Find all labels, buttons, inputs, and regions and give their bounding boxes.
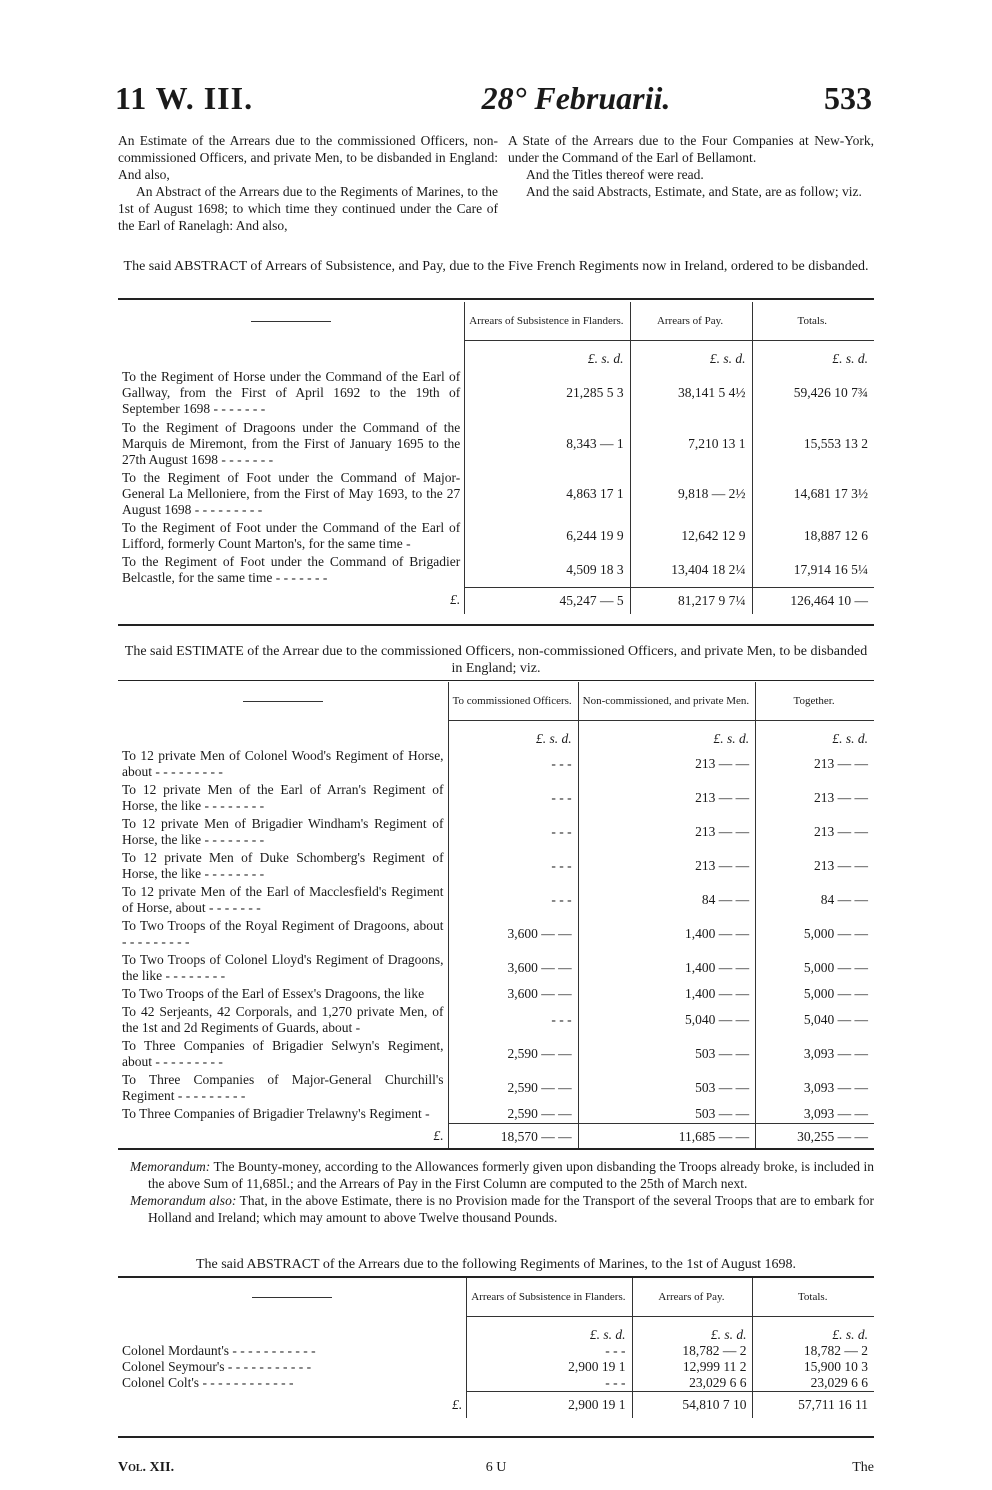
cell-value: 15,553 13 2 xyxy=(752,419,874,469)
row-description: To the Regiment of Foot under the Command of the Earl of Lifford, formerly Count Marton's, for the same time - xyxy=(122,520,461,551)
cell-value: 213 — — xyxy=(578,781,756,815)
units-row xyxy=(118,721,874,748)
cell-value: 1,400 — — xyxy=(578,985,756,1003)
table-row xyxy=(118,1359,874,1375)
cell-value: 18,782 — 2 xyxy=(632,1343,753,1359)
total-value: 81,217 9 7¼ xyxy=(630,587,752,614)
table3-heading: The said ABSTRACT of the Arrears due to the following Regiments of Marines, to the 1st of August 1698. xyxy=(195,1257,797,1272)
units-label: £. s. d. xyxy=(756,721,874,748)
cell-value: 84 — — xyxy=(756,883,874,917)
cell-value: 21,285 5 3 xyxy=(465,367,630,419)
table-row xyxy=(118,419,874,469)
units-label: £. s. d. xyxy=(448,721,578,748)
total-value: 30,255 — — xyxy=(756,1123,874,1150)
cell-value: 5,000 — — xyxy=(756,951,874,985)
column-header: Arrears of Subsistence in Flanders. xyxy=(465,302,630,341)
total-value: 11,685 — — xyxy=(578,1123,756,1150)
stub-rule xyxy=(252,1297,332,1298)
table1 xyxy=(118,302,874,614)
units-row xyxy=(118,1317,874,1344)
units-label: £. s. d. xyxy=(465,341,630,368)
total-label: £. xyxy=(433,1128,444,1144)
cell-value: 14,681 17 3½ xyxy=(752,469,874,519)
memorandum-label: Memorandum also: xyxy=(130,1193,237,1208)
table1-heading: The said ABSTRACT of Arrears of Subsistence, and Pay, due to the Five French Regiments now in Ireland, ordered to be disbanded. xyxy=(123,259,869,274)
cell-value: - - - xyxy=(448,815,578,849)
table-row xyxy=(118,1037,874,1071)
cell-value: - - - xyxy=(448,747,578,781)
cell-value: 5,040 — — xyxy=(756,1003,874,1037)
row-description: To 12 private Men of the Earl of Macclesfield's Regiment of Horse, about - - - - - - - xyxy=(122,884,444,915)
cell-value: 2,590 — — xyxy=(448,1071,578,1105)
page-header xyxy=(115,80,872,130)
table-row xyxy=(118,553,874,587)
row-description: To 12 private Men of the Earl of Arran's Regiment of Horse, the like - - - - - - - - xyxy=(122,782,444,813)
memorandum-text: That, in the above Estimate, there is no Provision made for the Transport of the several Troops that are to embark for Holland and Ireland; which may amount to above Twelve thousand Pounds. xyxy=(148,1193,874,1225)
table-row xyxy=(118,469,874,519)
cell-value: 2,590 — — xyxy=(448,1105,578,1123)
table-row xyxy=(118,917,874,951)
row-description: To Two Troops of Colonel Lloyd's Regiment of Dragoons, the like - - - - - - - - xyxy=(122,952,444,983)
table-row xyxy=(118,951,874,985)
catchword: The xyxy=(852,1460,874,1475)
stub-rule xyxy=(243,701,323,702)
cell-value: 3,600 — — xyxy=(448,951,578,985)
intro-paragraph: A State of the Arrears due to the Four Companies at New-York, under the Command of the Earl of Bellamont. xyxy=(508,133,874,165)
total-value: 45,247 — 5 xyxy=(465,587,630,614)
table-row xyxy=(118,883,874,917)
cell-value: 3,093 — — xyxy=(756,1105,874,1123)
cell-value: 12,999 11 2 xyxy=(632,1359,753,1375)
cell-value: 213 — — xyxy=(756,781,874,815)
cell-value: 213 — — xyxy=(756,849,874,883)
cell-value: - - - xyxy=(448,781,578,815)
cell-value: 12,642 12 9 xyxy=(630,519,752,553)
cell-value: 8,343 — 1 xyxy=(465,419,630,469)
divider xyxy=(118,298,874,300)
row-description: To Three Companies of Major-General Churchill's Regiment - - - - - - - - - xyxy=(122,1072,444,1103)
row-description: To Two Troops of the Royal Regiment of Dragoons, about - - - - - - - - - xyxy=(122,918,444,949)
row-description: To 42 Serjeants, 42 Corporals, and 1,270 private Men, of the 1st and 2d Regiments of Guards, about - xyxy=(122,1004,444,1035)
cell-value: 213 — — xyxy=(578,815,756,849)
total-row xyxy=(118,587,874,614)
intro-paragraph: And the Titles thereof were read. xyxy=(526,167,704,182)
cell-value: 503 — — xyxy=(578,1071,756,1105)
signature-mark: 6 U xyxy=(485,1460,507,1475)
table-header-row xyxy=(118,1278,874,1317)
cell-value: 213 — — xyxy=(578,849,756,883)
table-row xyxy=(118,519,874,553)
units-row xyxy=(118,341,874,368)
cell-value: 23,029 6 6 xyxy=(753,1375,874,1392)
cell-value: - - - xyxy=(467,1343,632,1359)
divider xyxy=(118,624,874,626)
total-value: 18,570 — — xyxy=(448,1123,578,1150)
cell-value: 3,093 — — xyxy=(756,1071,874,1105)
row-description: Colonel Colt's - - - - - - - - - - - - xyxy=(122,1375,294,1391)
column-header: Non-commissioned, and private Men. xyxy=(578,682,756,721)
units-label: £. s. d. xyxy=(467,1317,632,1344)
units-label: £. s. d. xyxy=(632,1317,753,1344)
total-value: 57,711 16 11 xyxy=(753,1392,874,1419)
cell-value: 17,914 16 5¼ xyxy=(752,553,874,587)
cell-value: - - - xyxy=(448,849,578,883)
row-description: To 12 private Men of Brigadier Windham's Regiment of Horse, the like - - - - - - - - xyxy=(122,816,444,847)
memorandum-label: Memorandum: xyxy=(130,1159,211,1174)
cell-value: 503 — — xyxy=(578,1037,756,1071)
column-header: Together. xyxy=(756,682,874,721)
table-row xyxy=(118,781,874,815)
units-label: £. s. d. xyxy=(752,341,874,368)
row-description: To Three Companies of Brigadier Trelawny's Regiment - xyxy=(122,1106,430,1121)
row-description: To the Regiment of Foot under the Command of Brigadier Belcastle, for the same time - - - - - - - xyxy=(122,554,461,585)
row-description: To the Regiment of Dragoons under the Command of the Marquis de Miremont, from the First of January 1695 to the 27th August 1698 - - - - - - - xyxy=(122,420,461,467)
table3 xyxy=(118,1278,874,1418)
table-row xyxy=(118,815,874,849)
cell-value: 2,590 — — xyxy=(448,1037,578,1071)
cell-value: - - - xyxy=(467,1375,632,1392)
total-value: 54,810 7 10 xyxy=(632,1392,753,1419)
row-description: To Two Troops of the Earl of Essex's Dragoons, the like xyxy=(122,986,425,1001)
total-value: 126,464 10 — xyxy=(752,587,874,614)
date-heading: 28° Februarii. xyxy=(481,80,671,116)
cell-value: 3,093 — — xyxy=(756,1037,874,1071)
table2-heading: The said ESTIMATE of the Arrear due to the commissioned Officers, non-commissioned Officers, and private Men, to be disbanded in England; viz. xyxy=(124,644,868,676)
units-label: £. s. d. xyxy=(630,341,752,368)
table-row xyxy=(118,367,874,419)
divider xyxy=(118,1436,874,1438)
cell-value: 1,400 — — xyxy=(578,917,756,951)
cell-value: 59,426 10 7¾ xyxy=(752,367,874,419)
table-row xyxy=(118,1375,874,1392)
cell-value: - - - xyxy=(448,1003,578,1037)
total-row xyxy=(118,1123,874,1150)
volume-label: Vol. XII. xyxy=(118,1460,175,1475)
table-row xyxy=(118,849,874,883)
table-row xyxy=(118,985,874,1003)
table-row xyxy=(118,747,874,781)
cell-value: 13,404 18 2¼ xyxy=(630,553,752,587)
memorandum xyxy=(130,1158,874,1192)
cell-value: 4,509 18 3 xyxy=(465,553,630,587)
cell-value: 213 — — xyxy=(578,747,756,781)
cell-value: 5,000 — — xyxy=(756,985,874,1003)
cell-value: 38,141 5 4½ xyxy=(630,367,752,419)
cell-value: 213 — — xyxy=(756,815,874,849)
table-header-row xyxy=(118,682,874,721)
cell-value: 2,900 19 1 xyxy=(467,1359,632,1375)
column-header: Arrears of Pay. xyxy=(632,1278,753,1317)
divider xyxy=(118,1148,874,1150)
units-label: £. s. d. xyxy=(753,1317,874,1344)
divider xyxy=(118,680,874,681)
row-description: To 12 private Men of Colonel Wood's Regiment of Horse, about - - - - - - - - - xyxy=(122,748,444,779)
memorandum xyxy=(130,1192,874,1226)
cell-value: 5,000 — — xyxy=(756,917,874,951)
intro-paragraph: And the said Abstracts, Estimate, and State, are as follow; viz. xyxy=(526,184,862,199)
cell-value: 23,029 6 6 xyxy=(632,1375,753,1392)
total-row xyxy=(118,1392,874,1419)
page-footer xyxy=(118,1460,874,1480)
units-label: £. s. d. xyxy=(578,721,756,748)
cell-value: 3,600 — — xyxy=(448,917,578,951)
row-description: Colonel Mordaunt's - - - - - - - - - - - xyxy=(122,1343,316,1358)
page-number: 533 xyxy=(824,80,872,116)
cell-value: - - - xyxy=(448,883,578,917)
column-header: To commissioned Officers. xyxy=(448,682,578,721)
cell-value: 7,210 13 1 xyxy=(630,419,752,469)
cell-value: 5,040 — — xyxy=(578,1003,756,1037)
column-header: Arrears of Pay. xyxy=(630,302,752,341)
table-row xyxy=(118,1003,874,1037)
cell-value: 9,818 — 2½ xyxy=(630,469,752,519)
memoranda xyxy=(130,1158,874,1226)
intro-left-column xyxy=(118,132,498,234)
intro-paragraph: An Estimate of the Arrears due to the commissioned Officers, non-commissioned Officers, and private Men, to be disbanded in England: And also, xyxy=(118,133,498,182)
column-header: Arrears of Subsistence in Flanders. xyxy=(467,1278,632,1317)
cell-value: 503 — — xyxy=(578,1105,756,1123)
cell-value: 18,887 12 6 xyxy=(752,519,874,553)
memorandum-text: The Bounty-money, according to the Allowances formerly given upon disbanding the Troops already broke, is included in the above Sum of 11,685l.; and the Arrears of Pay in the First Column are computed to the 25th of March next. xyxy=(148,1159,874,1191)
cell-value: 4,863 17 1 xyxy=(465,469,630,519)
row-description: To Three Companies of Brigadier Selwyn's Regiment, about - - - - - - - - - xyxy=(122,1038,444,1069)
row-description: To the Regiment of Horse under the Command of the Earl of Gallway, from the First of April 1692 to the 19th of September 1698 - - - - - - - xyxy=(122,369,461,416)
cell-value: 3,600 — — xyxy=(448,985,578,1003)
row-description: Colonel Seymour's - - - - - - - - - - - xyxy=(122,1359,312,1374)
column-header: Totals. xyxy=(752,302,874,341)
table-header-row xyxy=(118,302,874,341)
cell-value: 1,400 — — xyxy=(578,951,756,985)
row-description: To the Regiment of Foot under the Command of Major-General La Melloniere, from the First of May 1693, to the 27 August 1698 - - - - - - - - - xyxy=(122,470,461,517)
table2 xyxy=(118,682,874,1150)
cell-value: 15,900 10 3 xyxy=(753,1359,874,1375)
cell-value: 6,244 19 9 xyxy=(465,519,630,553)
column-header: Totals. xyxy=(753,1278,874,1317)
table-row xyxy=(118,1105,874,1123)
intro-right-column xyxy=(508,132,874,200)
cell-value: 84 — — xyxy=(578,883,756,917)
total-value: 2,900 19 1 xyxy=(467,1392,632,1419)
total-label: £. xyxy=(452,1396,463,1412)
cell-value: 213 — — xyxy=(756,747,874,781)
table-row xyxy=(118,1343,874,1359)
total-label: £. xyxy=(450,592,461,608)
table-row xyxy=(118,1071,874,1105)
cell-value: 18,782 — 2 xyxy=(753,1343,874,1359)
row-description: To 12 private Men of Duke Schomberg's Regiment of Horse, the like - - - - - - - - xyxy=(122,850,444,881)
intro-paragraph: An Abstract of the Arrears due to the Regiments of Marines, to the 1st of August 1698; to which time they continued under the Care of the Earl of Ranelagh: And also, xyxy=(118,184,498,233)
regnal-year: 11 W. III. xyxy=(115,80,254,116)
stub-rule xyxy=(251,321,331,322)
